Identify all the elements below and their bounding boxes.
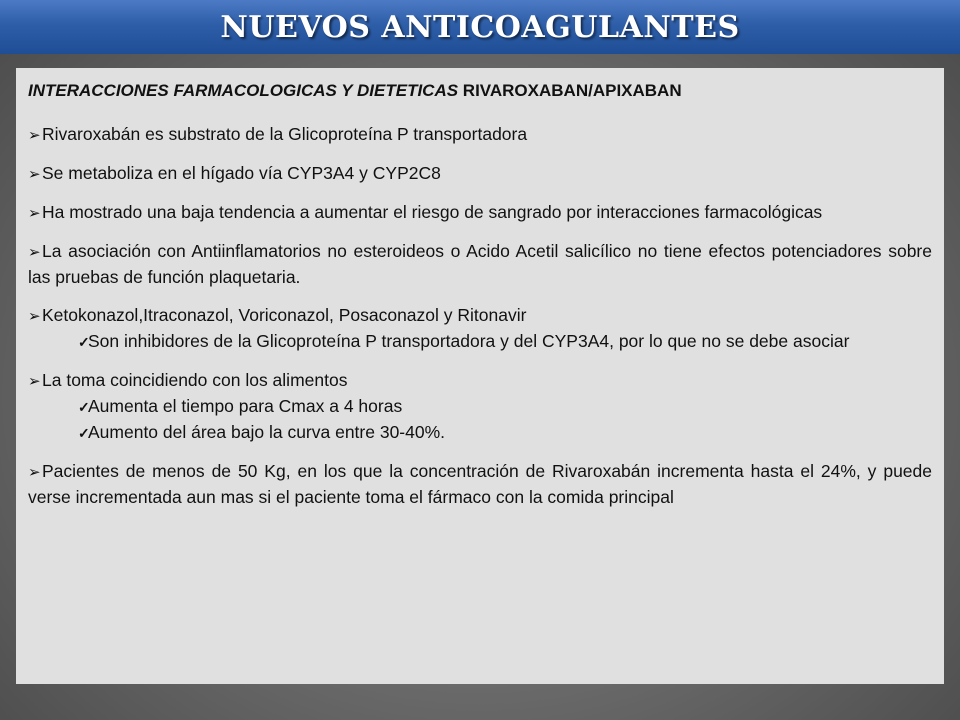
bullet-item: [28, 303, 932, 329]
heading-normal: RIVAROXABAN/APIXABAN: [458, 81, 682, 100]
bullet-item: [28, 200, 932, 226]
arrow-bullet-icon: ➢: [28, 127, 41, 144]
bullet-text: Rivaroxabán es substrato de la Glicoproteína P transportadora: [42, 124, 528, 144]
title-bar: [0, 0, 960, 54]
slide-title: NUEVOS ANTICOAGULANTES: [220, 9, 740, 45]
checkmark-icon: ✓: [78, 334, 90, 350]
sub-bullet-text: Son inhibidores de la Glicoproteína P transportadora y del CYP3A4, por lo que no se debe asociar: [88, 331, 850, 351]
bullet-group: [28, 303, 932, 355]
bullet-text: Se metaboliza en el hígado vía CYP3A4 y CYP2C8: [42, 163, 441, 183]
arrow-bullet-icon: ➢: [28, 373, 41, 390]
bullet-item: [28, 161, 932, 187]
bullet-text: Ha mostrado una baja tendencia a aumentar el riesgo de sangrado por interacciones farmacológicas: [42, 202, 823, 222]
bullet-item: [28, 368, 932, 394]
arrow-bullet-icon: ➢: [28, 308, 41, 325]
sub-bullet-text: Aumento del área bajo la curva entre 30-40%.: [88, 422, 446, 442]
arrow-bullet-icon: ➢: [28, 166, 41, 183]
arrow-bullet-icon: ➢: [28, 464, 41, 481]
sub-bullet-item: [28, 420, 932, 446]
heading-italic: INTERACCIONES FARMACOLOGICAS Y DIETETICAS: [28, 81, 459, 100]
bullet-item: [28, 459, 932, 510]
bullet-item: [28, 122, 932, 148]
bullet-text: La toma coincidiendo con los alimentos: [42, 370, 348, 390]
bullet-text: La asociación con Antiinflamatorios no esteroideos o Acido Acetil salicílico no tiene efectos potenciadores sobre las pruebas de función plaquetaria.: [28, 241, 932, 287]
sub-bullet-text: Aumenta el tiempo para Cmax a 4 horas: [88, 396, 403, 416]
arrow-bullet-icon: ➢: [28, 244, 41, 261]
bullet-group: [28, 368, 932, 446]
checkmark-icon: ✓: [78, 425, 90, 441]
bullet-text: Ketokonazol,Itraconazol, Voriconazol, Posaconazol y Ritonavir: [42, 305, 527, 325]
section-heading: [28, 78, 932, 103]
sub-bullet-item: [28, 329, 932, 355]
arrow-bullet-icon: ➢: [28, 205, 41, 222]
bullet-text: Pacientes de menos de 50 Kg, en los que la concentración de Rivaroxabán incrementa hasta el 24%, y puede verse incrementada aun mas si el paciente toma el fármaco con la comida principal: [28, 461, 932, 507]
bullet-item: [28, 239, 932, 290]
sub-bullet-item: [28, 394, 932, 420]
checkmark-icon: ✓: [78, 399, 90, 415]
content-panel: [16, 68, 944, 684]
